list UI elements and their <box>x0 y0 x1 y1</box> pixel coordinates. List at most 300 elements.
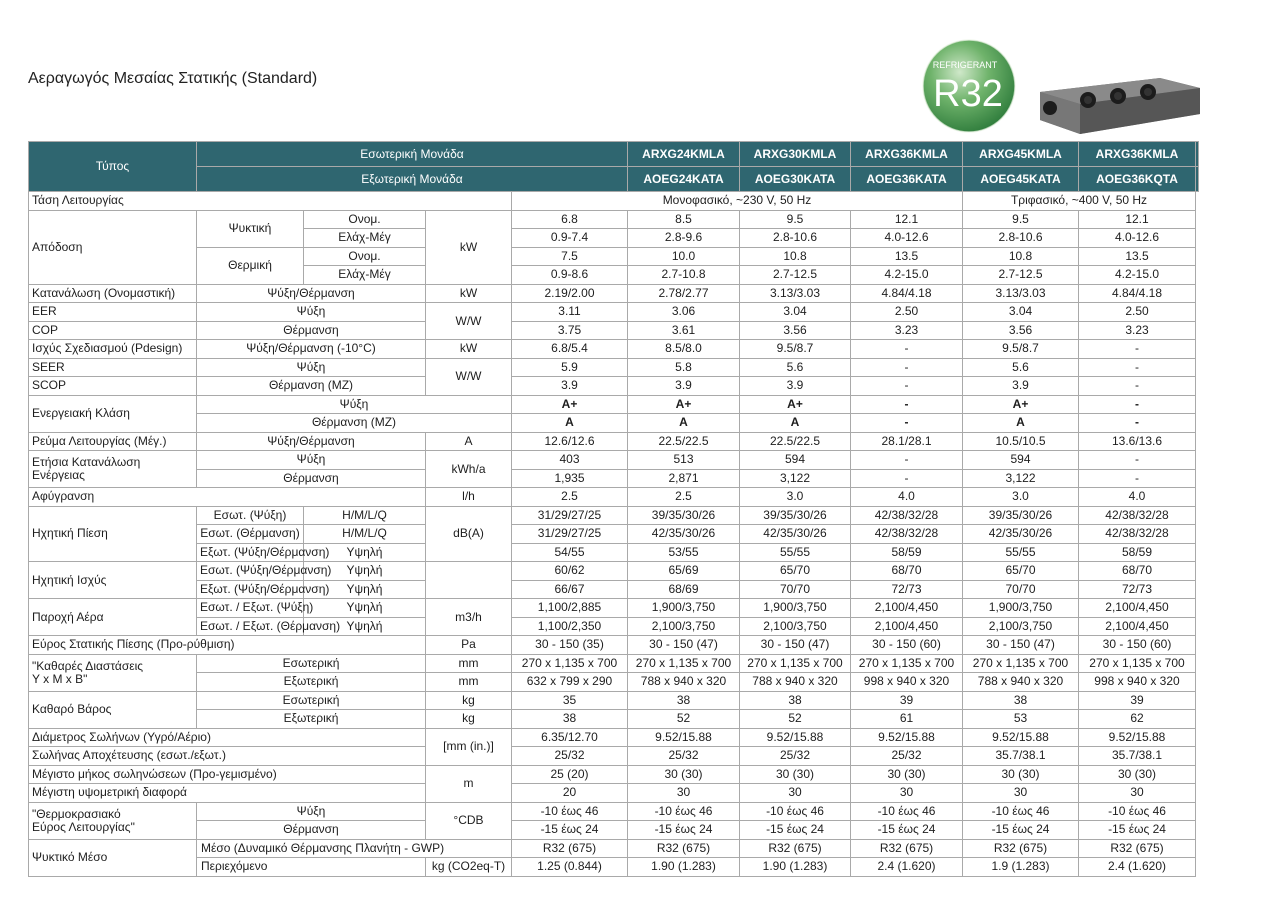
value-cell: 9.52/15.88 <box>851 728 963 747</box>
mode-label: Εσωτ. (Ψύξη/Θέρμανση) <box>197 562 304 581</box>
indoor-model: ARXG45KMLA <box>1196 142 1199 167</box>
value-cell: 13.5 <box>1079 247 1196 266</box>
row-label: "Καθαρές Διαστάσεις Υ x Μ x Β" <box>29 654 197 691</box>
unit-cell: kWh/a <box>426 451 512 488</box>
row-label: COP <box>29 321 197 340</box>
row-weight-outdoor <box>29 710 1199 729</box>
row-energy-class-cool <box>29 395 1199 414</box>
value-cell: 5.6 <box>740 358 851 377</box>
value-cell: 39 <box>1079 691 1196 710</box>
header-row-outdoor <box>29 167 1199 192</box>
value-cell: 3.75 <box>512 321 628 340</box>
value-cell: 4.84/4.18 <box>1079 284 1196 303</box>
value-cell: -10 έως 46 <box>1079 802 1196 821</box>
value-cell: 70/70 <box>963 580 1079 599</box>
row-esp <box>29 636 1199 655</box>
value-cell: 3.0 <box>963 488 1079 507</box>
value-cell: 3.04 <box>740 303 851 322</box>
value-cell: -10 έως 46 <box>740 802 851 821</box>
row-label: Ψυκτικό Μέσο <box>29 839 197 876</box>
indoor-model: ARXG30KMLA <box>740 142 851 167</box>
mode-label: Ψυκτική <box>197 210 304 247</box>
mode-label: Θέρμανση <box>197 469 426 488</box>
value-cell: 2.4 (1.620) <box>1079 858 1196 877</box>
mode-label: Θερμική <box>197 247 304 284</box>
value-cell: R32 (675) <box>512 839 628 858</box>
value-cell: 2.7-12.5 <box>963 266 1079 285</box>
outdoor-model: AOEG36KQTA <box>1079 167 1196 192</box>
value-cell: 3.13/3.03 <box>740 284 851 303</box>
unit-cell: [mm (in.)] <box>426 728 512 765</box>
value-cell: 68/69 <box>628 580 740 599</box>
value-cell: 30 - 150 (35) <box>512 636 628 655</box>
row-label: Καθαρό Βάρος <box>29 691 197 728</box>
value-cell: 12.1 <box>1079 210 1196 229</box>
value-cell: 4.2-15.0 <box>851 266 963 285</box>
value-cell: 9.52/15.88 <box>740 728 851 747</box>
value-cell: 2.50 <box>851 303 963 322</box>
value-cell: 3,122 <box>740 469 851 488</box>
value-cell: 30 (30) <box>740 765 851 784</box>
value-cell: 55/55 <box>740 543 851 562</box>
row-label: Ηχητική Ισχύς <box>29 562 197 599</box>
mode-label: Εσωτερική <box>197 691 426 710</box>
value-cell: 8.5 <box>628 210 740 229</box>
row-label: Απόδοση <box>29 210 197 284</box>
type-label: Τύπος <box>29 142 197 192</box>
mode-label: Ψύξη/Θέρμανση <box>197 432 426 451</box>
value-cell: -10 έως 46 <box>512 802 628 821</box>
value-cell: 3.56 <box>963 321 1079 340</box>
row-pdesign <box>29 340 1199 359</box>
value-cell: 12.6/12.6 <box>512 432 628 451</box>
mode-label: Εσωτερική <box>197 654 426 673</box>
row-label: Μέγιστη υψομετρική διαφορά <box>29 784 426 803</box>
row-pipe-diameter <box>29 728 1199 747</box>
value-cell: 9.5 <box>740 210 851 229</box>
value-cell: 22.5/22.5 <box>740 432 851 451</box>
value-cell: -15 έως 24 <box>1079 821 1196 840</box>
value-cell: 4.0 <box>1079 488 1196 507</box>
row-voltage <box>29 192 1199 211</box>
value-cell: 30 <box>963 784 1079 803</box>
value-cell: A+ <box>963 395 1079 414</box>
row-capacity-cool-nom <box>29 210 1199 229</box>
value-cell: 2.7-12.5 <box>740 266 851 285</box>
value-cell: - <box>1079 358 1196 377</box>
unit-cell: dB(A) <box>426 506 512 562</box>
value-cell: 6.8 <box>512 210 628 229</box>
value-cell: 52 <box>628 710 740 729</box>
value-cell: R32 (675) <box>851 839 963 858</box>
value-cell: - <box>851 395 963 414</box>
value-cell: 998 x 940 x 320 <box>851 673 963 692</box>
value-cell: 788 x 940 x 320 <box>628 673 740 692</box>
value-cell: -15 έως 24 <box>628 821 740 840</box>
mode-label: Ψύξη/Θέρμανση (-10°C) <box>197 340 426 359</box>
value-cell: 3.61 <box>628 321 740 340</box>
value-cell: - <box>851 451 963 470</box>
mode-label: Εξωτερική <box>197 710 426 729</box>
outdoor-model: AOEG45KATA <box>963 167 1079 192</box>
row-annual-cool <box>29 451 1199 470</box>
value-cell: 20 <box>512 784 628 803</box>
level-label: H/M/L/Q <box>304 506 426 525</box>
value-cell: 3.9 <box>628 377 740 396</box>
mode-label: Εξωτ. (Ψύξη/Θέρμανση) <box>197 580 304 599</box>
row-swl-1 <box>29 562 1199 581</box>
value-cell: 31/29/27/25 <box>512 525 628 544</box>
unit-cell: mm <box>426 654 512 673</box>
unit-cell: kW <box>426 284 512 303</box>
unit-cell <box>426 562 512 599</box>
value-cell: 62 <box>1079 710 1196 729</box>
value-cell: A+ <box>628 395 740 414</box>
value-cell: 42/35/30/26 <box>740 525 851 544</box>
row-label: Ηχητική Πίεση <box>29 506 197 562</box>
value-cell: 42/38/32/28 <box>1079 525 1196 544</box>
value-cell: 39 <box>851 691 963 710</box>
value-cell: 270 x 1,135 x 700 <box>851 654 963 673</box>
value-cell: 788 x 940 x 320 <box>740 673 851 692</box>
value-cell: A+ <box>512 395 628 414</box>
row-airflow-2 <box>29 617 1199 636</box>
value-cell: 2,100/4,450 <box>1079 617 1196 636</box>
outdoor-model: AOEG24KATA <box>628 167 740 192</box>
row-label: Ενεργειακή Κλάση <box>29 395 197 432</box>
value-cell: 2,100/4,450 <box>1079 599 1196 618</box>
row-label: Σωλήνας Αποχέτευσης (εσωτ./εξωτ.) <box>29 747 426 766</box>
row-swl-2 <box>29 580 1199 599</box>
value-cell: -15 έως 24 <box>740 821 851 840</box>
row-energy-class-heat <box>29 414 1199 433</box>
header-row-indoor <box>29 142 1199 167</box>
row-label: Κατανάλωση (Ονομαστική) <box>29 284 197 303</box>
value-cell: 3.56 <box>740 321 851 340</box>
value-cell: 270 x 1,135 x 700 <box>740 654 851 673</box>
row-label: Μέγιστο μήκος σωληνώσεων (Προ-γεμισμένο) <box>29 765 426 784</box>
value-cell: A <box>628 414 740 433</box>
value-cell: 2.19/2.00 <box>512 284 628 303</box>
value-cell: - <box>851 358 963 377</box>
value-cell: 30 (30) <box>963 765 1079 784</box>
value-cell: 4.0 <box>851 488 963 507</box>
value-cell: 1,900/3,750 <box>740 599 851 618</box>
value-cell: 38 <box>740 691 851 710</box>
level-label: Υψηλή <box>304 599 426 618</box>
value-cell: 9.52/15.88 <box>963 728 1079 747</box>
unit-cell: Pa <box>426 636 512 655</box>
value-cell: 2.7-10.8 <box>628 266 740 285</box>
value-cell: 2,100/3,750 <box>963 617 1079 636</box>
unit-cell: kg <box>426 710 512 729</box>
value-cell: 30 - 150 (60) <box>1079 636 1196 655</box>
value-cell: 3.04 <box>963 303 1079 322</box>
value-cell: 42/38/32/28 <box>851 525 963 544</box>
sub-label: Ελάχ-Μέγ <box>304 266 426 285</box>
indoor-model: ARXG24KMLA <box>628 142 740 167</box>
row-label: "Θερμοκρασιακό Εύρος Λειτουργίας" <box>29 802 197 839</box>
mode-label: Ψύξη <box>197 303 426 322</box>
row-spl-2 <box>29 525 1199 544</box>
level-label: Υψηλή <box>304 617 426 636</box>
mode-label: Εσωτ. / Εξωτ. (Ψύξη) <box>197 599 304 618</box>
value-cell: 788 x 940 x 320 <box>963 673 1079 692</box>
value-cell: 42/38/32/28 <box>1079 506 1196 525</box>
value-cell: R32 (675) <box>1079 839 1196 858</box>
value-cell: 3.0 <box>740 488 851 507</box>
value-cell: 1,900/3,750 <box>628 599 740 618</box>
value-cell: 10.0 <box>628 247 740 266</box>
value-cell: 2.8-9.6 <box>628 229 740 248</box>
value-cell: 30 <box>740 784 851 803</box>
logo-main-text: R32 <box>933 73 1003 115</box>
row-label: Διάμετρος Σωλήνων (Υγρό/Αέριο) <box>29 728 426 747</box>
value-cell: 25 (20) <box>512 765 628 784</box>
value-cell: A+ <box>740 395 851 414</box>
row-label: Ρεύμα Λειτουργίας (Μέγ.) <box>29 432 197 451</box>
value-cell: 30 (30) <box>1079 765 1196 784</box>
value-cell: 66/67 <box>512 580 628 599</box>
value-cell: 22.5/22.5 <box>628 432 740 451</box>
value-cell: 35.7/38.1 <box>963 747 1079 766</box>
value-cell: 1.90 (1.283) <box>628 858 740 877</box>
value-cell: 1,100/2,885 <box>512 599 628 618</box>
value-cell: 270 x 1,135 x 700 <box>963 654 1079 673</box>
value-cell: 25/32 <box>851 747 963 766</box>
value-cell: 25/32 <box>740 747 851 766</box>
value-cell: 4.2-15.0 <box>1079 266 1196 285</box>
mode-label: Θέρμανση <box>197 321 426 340</box>
value-cell: 25/32 <box>628 747 740 766</box>
value-cell: R32 (675) <box>628 839 740 858</box>
value-cell: R32 (675) <box>740 839 851 858</box>
row-dims-outdoor <box>29 673 1199 692</box>
value-cell: 9.5 <box>963 210 1079 229</box>
value-cell: 30 - 150 (47) <box>628 636 740 655</box>
ducted-unit-image <box>1030 74 1202 140</box>
value-cell: 30 - 150 (47) <box>740 636 851 655</box>
row-max-height <box>29 784 1199 803</box>
spec-table <box>28 141 1282 877</box>
value-cell: - <box>851 469 963 488</box>
mode-label: Εσωτ. (Ψύξη) <box>197 506 304 525</box>
value-cell: - <box>851 340 963 359</box>
unit-cell: kg (CO2eq-T) <box>426 858 512 877</box>
value-cell: 2,871 <box>628 469 740 488</box>
value-cell: 6.35/12.70 <box>512 728 628 747</box>
value-cell: - <box>1079 469 1196 488</box>
row-refrigerant-gwp <box>29 839 1199 858</box>
value-cell: 3.9 <box>740 377 851 396</box>
unit-cell: m <box>426 765 512 802</box>
value-cell: 42/35/30/26 <box>963 525 1079 544</box>
value-cell: 10.8 <box>740 247 851 266</box>
value-cell: 594 <box>740 451 851 470</box>
indoor-model: ARXG36KMLA <box>1079 142 1196 167</box>
row-weight-indoor <box>29 691 1199 710</box>
row-capacity-heat-nom <box>29 247 1199 266</box>
value-cell: 9.5/8.7 <box>740 340 851 359</box>
value-cell: - <box>851 377 963 396</box>
value-cell: Μονοφασικό, ~230 V, 50 Hz <box>512 192 963 211</box>
value-cell: 54/55 <box>512 543 628 562</box>
value-cell: R32 (675) <box>963 839 1079 858</box>
indoor-unit-label: Εσωτερική Μονάδα <box>197 142 628 167</box>
value-cell: 30 - 150 (60) <box>851 636 963 655</box>
indoor-model: ARXG36KMLA <box>851 142 963 167</box>
value-cell: 1,900/3,750 <box>963 599 1079 618</box>
mode-label: Ψύξη <box>197 358 426 377</box>
value-cell: 998 x 940 x 320 <box>1079 673 1196 692</box>
value-cell: 10.5/10.5 <box>963 432 1079 451</box>
value-cell: 9.5/8.7 <box>963 340 1079 359</box>
row-range-heat <box>29 821 1199 840</box>
value-cell: 2,100/3,750 <box>628 617 740 636</box>
mode-label: Ψύξη <box>197 802 426 821</box>
row-label: SEER <box>29 358 197 377</box>
row-dehumidification <box>29 488 1199 507</box>
logo-top-text: REFRIGERANT <box>932 60 998 70</box>
value-cell: 9.52/15.88 <box>628 728 740 747</box>
value-cell: 65/70 <box>963 562 1079 581</box>
value-cell: 35.7/38.1 <box>1079 747 1196 766</box>
value-cell: 53/55 <box>628 543 740 562</box>
value-cell: 4.0-12.6 <box>851 229 963 248</box>
value-cell: 12.1 <box>851 210 963 229</box>
value-cell: 60/62 <box>512 562 628 581</box>
value-cell: 38 <box>512 710 628 729</box>
row-spl-1 <box>29 506 1199 525</box>
value-cell: 5.8 <box>628 358 740 377</box>
value-cell: 2.4 (1.620) <box>851 858 963 877</box>
value-cell: 38 <box>963 691 1079 710</box>
value-cell: 594 <box>963 451 1079 470</box>
mode-label: Εξωτερική <box>197 673 426 692</box>
row-label: Παροχή Αέρα <box>29 599 197 636</box>
value-cell: 3.23 <box>851 321 963 340</box>
value-cell: 10.8 <box>963 247 1079 266</box>
value-cell: 61 <box>851 710 963 729</box>
level-label: Υψηλή <box>304 562 426 581</box>
mode-label: Εσωτ. (Θέρμανση) <box>197 525 304 544</box>
value-cell: 70/70 <box>740 580 851 599</box>
value-cell: 0.9-8.6 <box>512 266 628 285</box>
value-cell: - <box>1079 414 1196 433</box>
value-cell: - <box>851 414 963 433</box>
unit-cell: l/h <box>426 488 512 507</box>
page-title: Αεραγωγός Μεσαίας Στατικής (Standard) <box>28 70 318 87</box>
value-cell: 513 <box>628 451 740 470</box>
mode-label: Ψύξη/Θέρμανση <box>197 284 426 303</box>
value-cell: 39/35/30/26 <box>963 506 1079 525</box>
value-cell: 30 - 150 (47) <box>963 636 1079 655</box>
value-cell: 5.6 <box>963 358 1079 377</box>
value-cell: 2.78/2.77 <box>628 284 740 303</box>
row-max-length <box>29 765 1199 784</box>
row-refrigerant-content <box>29 858 1199 877</box>
outdoor-model: AOEG36KATA <box>851 167 963 192</box>
value-cell: 4.0-12.6 <box>1079 229 1196 248</box>
value-cell: 2.8-10.6 <box>963 229 1079 248</box>
value-cell: 2.50 <box>1079 303 1196 322</box>
row-dims-indoor <box>29 654 1199 673</box>
value-cell: A <box>512 414 628 433</box>
value-cell: 42/35/30/26 <box>628 525 740 544</box>
value-cell: - <box>1079 340 1196 359</box>
value-cell: 1.25 (0.844) <box>512 858 628 877</box>
mode-label: Μέσο (Δυναμικό Θέρμανσης Πλανήτη - GWP) <box>197 839 512 858</box>
value-cell: 30 <box>1079 784 1196 803</box>
row-seer <box>29 358 1199 377</box>
value-cell: 270 x 1,135 x 700 <box>1079 654 1196 673</box>
unit-cell: A <box>426 432 512 451</box>
value-cell: 31/29/27/25 <box>512 506 628 525</box>
unit-cell: kW <box>426 340 512 359</box>
value-cell: 68/70 <box>851 562 963 581</box>
row-label: SCOP <box>29 377 197 396</box>
unit-cell: °CDB <box>426 802 512 839</box>
value-cell: 9.52/15.88 <box>1079 728 1196 747</box>
row-airflow-1 <box>29 599 1199 618</box>
value-cell: 4.84/4.18 <box>851 284 963 303</box>
value-cell: 2,100/3,750 <box>740 617 851 636</box>
mode-label: Περιεχόμενο <box>197 858 426 877</box>
r32-refrigerant-logo <box>921 38 1017 134</box>
value-cell: -15 έως 24 <box>963 821 1079 840</box>
row-label: Ισχύς Σχεδιασμού (Pdesign) <box>29 340 197 359</box>
value-cell: -10 έως 46 <box>628 802 740 821</box>
value-cell: - <box>1079 395 1196 414</box>
value-cell: 1.9 (1.283) <box>963 858 1079 877</box>
value-cell: 632 x 799 x 290 <box>512 673 628 692</box>
outdoor-unit-label: Εξωτερική Μονάδα <box>197 167 628 192</box>
value-cell: - <box>1079 377 1196 396</box>
value-cell: 65/70 <box>740 562 851 581</box>
unit-cell: kW <box>426 210 512 284</box>
value-cell: 5.9 <box>512 358 628 377</box>
value-cell: 30 <box>851 784 963 803</box>
value-cell: A <box>963 414 1079 433</box>
value-cell: Τριφασικό, ~400 V, 50 Hz <box>963 192 1196 211</box>
value-cell: 270 x 1,135 x 700 <box>628 654 740 673</box>
value-cell: -15 έως 24 <box>512 821 628 840</box>
value-cell: 30 <box>628 784 740 803</box>
sub-label: Ονομ. <box>304 210 426 229</box>
value-cell: 3.9 <box>512 377 628 396</box>
sub-label: Ονομ. <box>304 247 426 266</box>
unit-cell: W/W <box>426 358 512 395</box>
mode-label: Εσωτ. / Εξωτ. (Θέρμανση) <box>197 617 304 636</box>
value-cell: 6.8/5.4 <box>512 340 628 359</box>
value-cell: 3.23 <box>1079 321 1196 340</box>
level-label: Υψηλή <box>304 580 426 599</box>
row-label: Ετήσια Κατανάλωση Ενέργειας <box>29 451 197 488</box>
value-cell: 0.9-7.4 <box>512 229 628 248</box>
value-cell: 25/32 <box>512 747 628 766</box>
value-cell: 13.5 <box>851 247 963 266</box>
value-cell: A <box>740 414 851 433</box>
row-power <box>29 284 1199 303</box>
row-cop <box>29 321 1199 340</box>
value-cell: 3.06 <box>628 303 740 322</box>
value-cell: 1,935 <box>512 469 628 488</box>
value-cell: 52 <box>740 710 851 729</box>
row-drain <box>29 747 1199 766</box>
sub-label: Ελάχ-Μέγ <box>304 229 426 248</box>
value-cell: 2.5 <box>512 488 628 507</box>
unit-cell: mm <box>426 673 512 692</box>
